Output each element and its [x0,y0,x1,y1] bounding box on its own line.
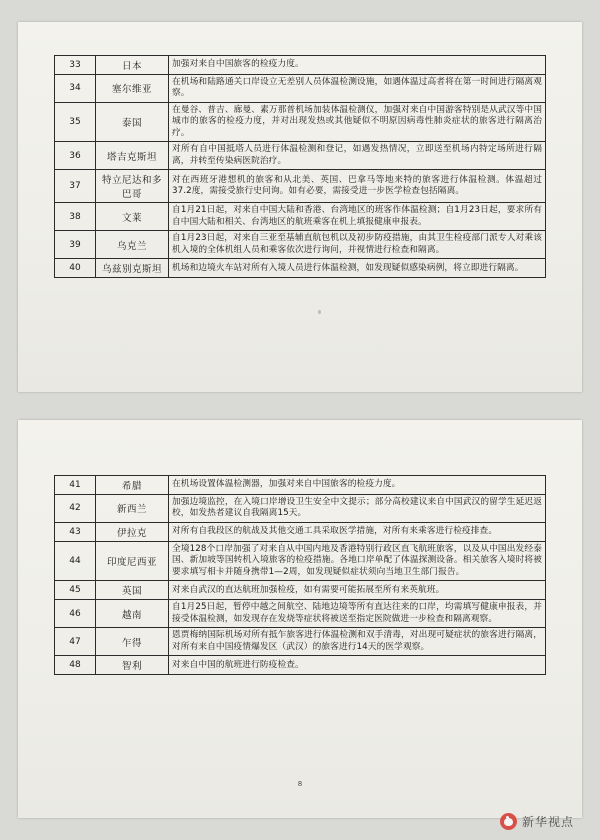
row-number: 38 [55,203,96,231]
table-row [55,231,546,259]
row-country: 文莱 [96,203,169,231]
row-country: 塞尔维亚 [96,75,169,103]
table-row [55,541,546,580]
table-row [55,203,546,231]
document-page-1 [18,22,582,392]
measures-table-page-1 [54,55,546,278]
row-number: 47 [55,628,96,656]
table-row [55,600,546,628]
row-country: 智利 [96,656,169,675]
row-country: 伊拉克 [96,522,169,541]
table-row [55,656,546,675]
table-row [55,75,546,103]
table-row [55,581,546,600]
page-number-2: 8 [297,780,303,788]
xinhua-logo-icon [500,813,517,830]
table-row [55,259,546,278]
row-description: 自1月23日起，对来自三亚至基辅直航包机以及初步防疫措施，由其卫生检疫部门派专人对乘该机入境的全体机组人员和乘客依次进行询问，并视情进行检查和隔离。 [169,231,546,259]
row-number: 44 [55,541,96,580]
measures-table-page-2 [54,475,546,675]
row-description: 在曼谷、普吉、廊曼、素万那普机场加装体温检测仪，加强对来自中国游客特别是从武汉等中国城市的旅客的检疫力度，并对出现发热或其他疑似不明原因病毒性肺炎症状的旅客进行隔离治疗。 [169,102,546,141]
row-number: 34 [55,75,96,103]
row-country: 泰国 [96,102,169,141]
table-row [55,628,546,656]
row-description: 自1月25日起，暂停中越之间航空、陆地边境等所有直达往来的口岸，均需填写健康申报表，并接受体温检测，如发现存在发烧等症状将被送至指定医院做进一步检查和隔离观察。 [169,600,546,628]
table-row [55,522,546,541]
table-row [55,102,546,141]
row-country: 希腊 [96,476,169,495]
row-number: 40 [55,259,96,278]
row-number: 42 [55,495,96,523]
table-row [55,495,546,523]
row-number: 46 [55,600,96,628]
row-description: 加强边境监控，在入境口岸增设卫生安全中文提示；部分高校建议来自中国武汉的留学生延迟返校，如发热者建议自我隔离15天。 [169,495,546,523]
row-description: 全境128个口岸加强了对来自从中国内地及香港特别行政区直飞航班旅客，以及从中国出发经泰国、新加坡等国转机入境旅客的检疫措施。各地口岸单配了体温探测设备。相关旅客入境时将被要求填写相卡并随身携带1—2周，如发现疑似症状须向当地卫生部门报告。 [169,541,546,580]
table-row [55,56,546,75]
row-number: 36 [55,142,96,170]
row-description: 恩贾梅纳国际机场对所有抵乍旅客进行体温检测和双手清毒，对出现可疑症状的旅客进行隔离，对所有来自中国疫情爆发区（武汉）的旅客进行14天的医学观察。 [169,628,546,656]
watermark [500,813,574,830]
row-description: 机场和边境火车站对所有入境人员进行体温检测，如发现疑似感染病例，将立即进行隔离。 [169,259,546,278]
row-description: 在机场和陆路通关口岸设立无差别人员体温检测设施，如遇体温过高者将在第一时间进行隔离观察。 [169,75,546,103]
row-description: 对来自中国的航班进行防疫检查。 [169,656,546,675]
row-number: 45 [55,581,96,600]
row-description: 自1月21日起，对来自中国大陆和香港、台湾地区的班客作体温检测；自1月23日起，要求所有自中国大陆和相关、台湾地区的航班乘客在机上填报健康申报表。 [169,203,546,231]
row-number: 48 [55,656,96,675]
row-description: 对在西班牙港想机的旅客和从北美、英国、巴拿马等地来特的旅客进行体温检测。体温超过37.2度，需接受旅行史问询。如有必要，需接受进一步医学检查包括隔离。 [169,170,546,203]
row-country: 新西兰 [96,495,169,523]
row-number: 39 [55,231,96,259]
document-page-2 [18,420,582,818]
row-number: 43 [55,522,96,541]
row-description: 对所有自我段区的航战及其他交通工具采取医学措施，对所有来乘客进行检疫排查。 [169,522,546,541]
table-row [55,476,546,495]
row-description: 加强对来自中国旅客的检疫力度。 [169,56,546,75]
row-description: 对来自武汉的直达航班加强检疫，如有需要可能拓展至所有来英航班。 [169,581,546,600]
row-description: 在机场设置体温检测器，加强对来自中国旅客的检疫力度。 [169,476,546,495]
row-country: 越南 [96,600,169,628]
table-row [55,170,546,203]
row-number: 41 [55,476,96,495]
row-country: 乌克兰 [96,231,169,259]
row-country: 乍得 [96,628,169,656]
row-country: 特立尼达和多巴哥 [96,170,169,203]
row-country: 乌兹别克斯坦 [96,259,169,278]
scan-speck [318,310,321,314]
row-number: 35 [55,102,96,141]
row-country: 塔吉克斯坦 [96,142,169,170]
row-country: 日本 [96,56,169,75]
watermark-label: 新华视点 [521,815,574,829]
row-country: 印度尼西亚 [96,541,169,580]
table-row [55,142,546,170]
row-number: 37 [55,170,96,203]
row-country: 英国 [96,581,169,600]
row-description: 对所有自中国抵塔人员进行体温检测和登记，如遇发热情况，立即送至机场内特定场所进行隔离，并转至传染病医院治疗。 [169,142,546,170]
row-number: 33 [55,56,96,75]
